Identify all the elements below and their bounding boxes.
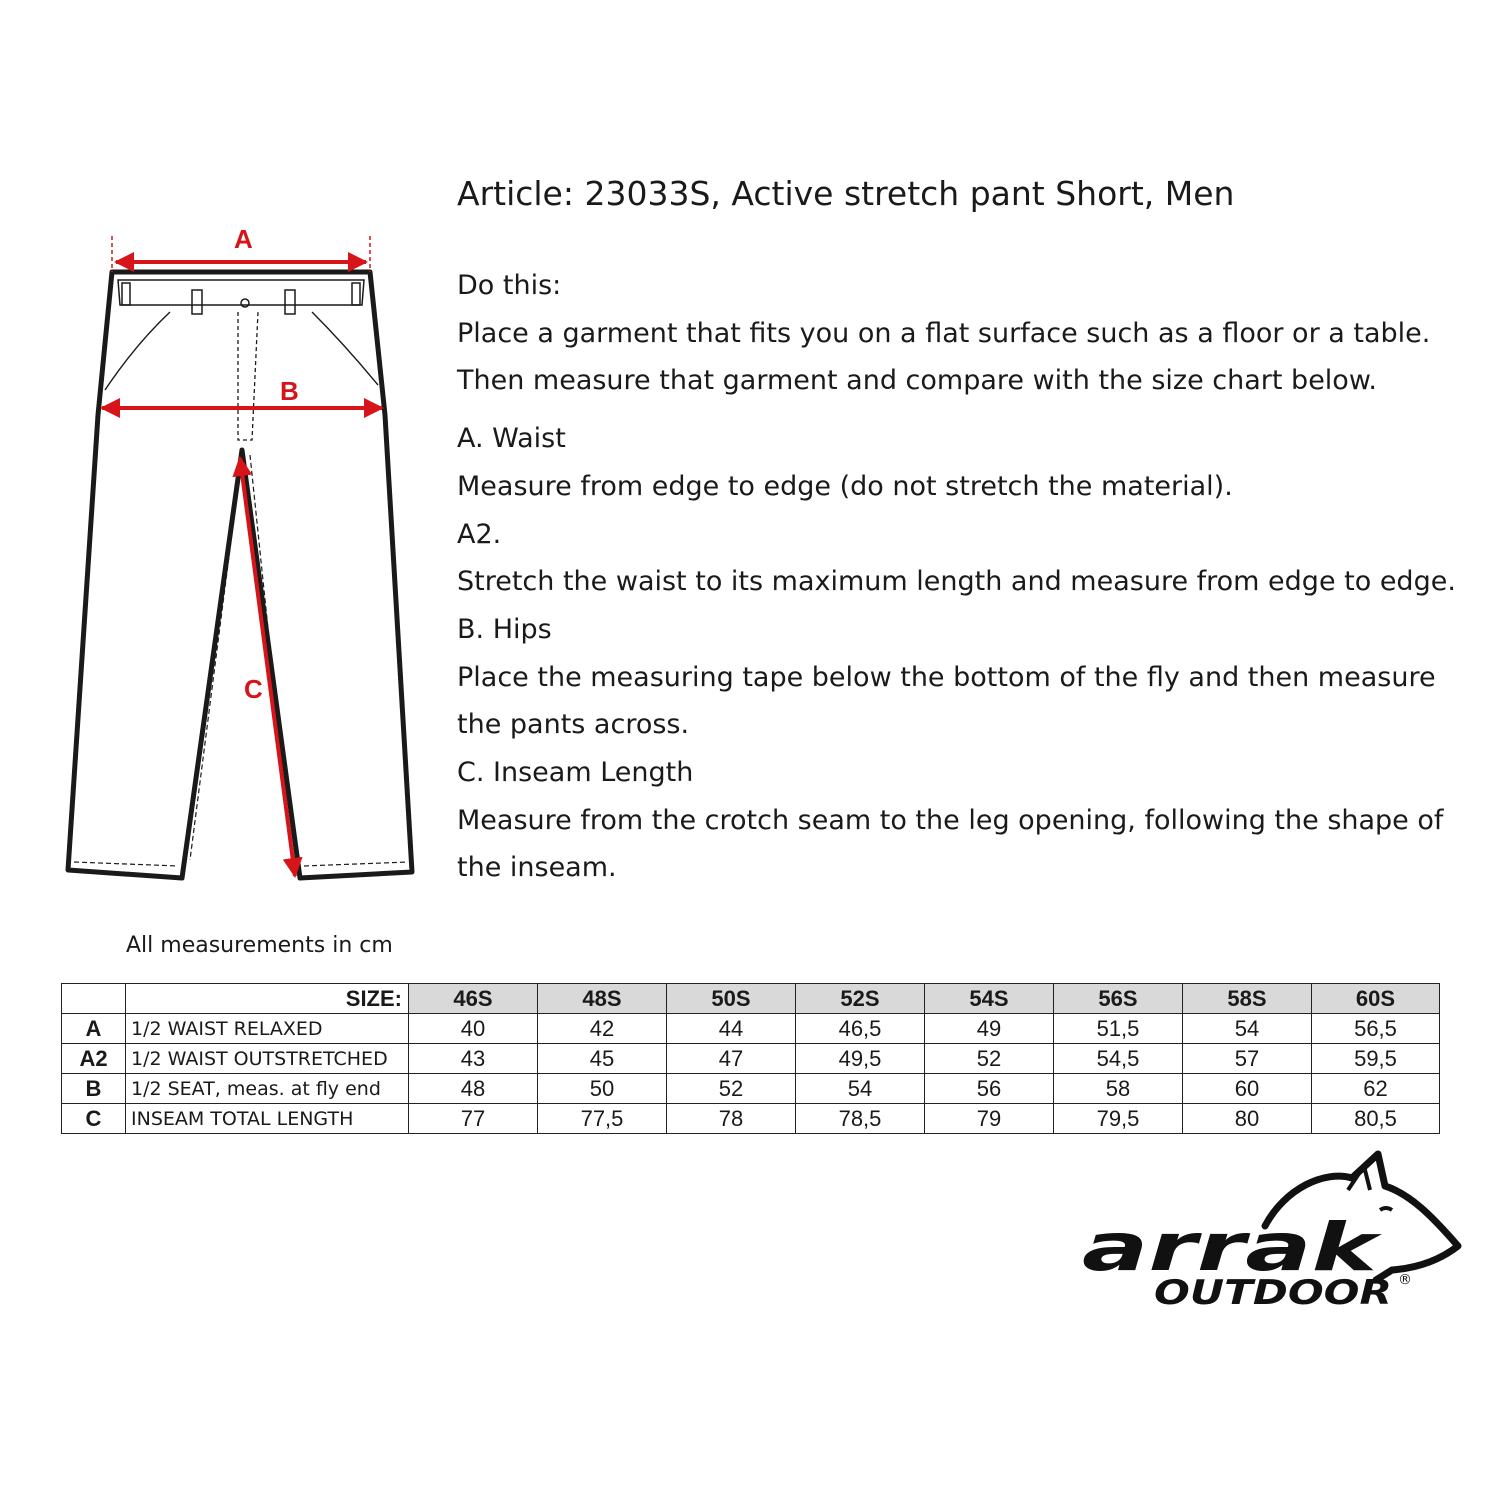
table-cell: 77 [409, 1104, 538, 1134]
pants-measurement-diagram [55, 225, 425, 885]
logo-sub: OUTDOOR [1154, 1273, 1392, 1313]
row-label: INSEAM TOTAL LENGTH [126, 1104, 409, 1134]
table-cell: 79,5 [1054, 1104, 1183, 1134]
size-chart-table [61, 983, 1440, 1134]
arrak-outdoor-logo [1080, 1148, 1470, 1313]
hips-text: Place the measuring tape below the bottom of the fly and then measure the pants across. [457, 661, 1436, 741]
table-cell: 52 [667, 1074, 796, 1104]
table-cell: 49 [925, 1014, 1054, 1044]
instructions-line-2: Then measure that garment and compare with the size chart below. [457, 365, 1378, 397]
waist-text: Measure from edge to edge (do not stretch the material). [457, 470, 1233, 502]
waist-stretched-heading: A2. [457, 518, 502, 550]
size-header: 56S [1054, 984, 1183, 1014]
size-header: 48S [538, 984, 667, 1014]
table-row [62, 1014, 1440, 1044]
measurement-arrows [102, 236, 382, 876]
table-cell: 43 [409, 1044, 538, 1074]
table-cell: 59,5 [1312, 1044, 1440, 1074]
size-header-row [62, 984, 1440, 1014]
waist-stretched-text: Stretch the waist to its maximum length and measure from edge to edge. [457, 566, 1456, 598]
table-cell: 77,5 [538, 1104, 667, 1134]
row-code: C [62, 1104, 126, 1134]
table-cell: 45 [538, 1044, 667, 1074]
table-cell: 40 [409, 1014, 538, 1044]
table-cell: 78,5 [796, 1104, 925, 1134]
inseam-text: Measure from the crotch seam to the leg opening, following the shape of the inseam. [457, 804, 1444, 884]
table-cell: 54 [1183, 1014, 1312, 1044]
size-header: 54S [925, 984, 1054, 1014]
instructions-heading: Do this: [457, 270, 562, 301]
size-label: SIZE: [126, 984, 409, 1014]
label-b: B [280, 376, 299, 406]
row-code: A2 [62, 1044, 126, 1074]
row-code: A [62, 1014, 126, 1044]
table-cell: 78 [667, 1104, 796, 1134]
table-cell: 47 [667, 1044, 796, 1074]
table-cell: 57 [1183, 1044, 1312, 1074]
size-header: 52S [796, 984, 925, 1014]
instructions-line-1: Place a garment that fits you on a flat surface such as a floor or a table. [457, 317, 1431, 349]
label-c: C [244, 674, 263, 704]
table-cell: 49,5 [796, 1044, 925, 1074]
table-cell: 48 [409, 1074, 538, 1104]
inseam-heading: C. Inseam Length [457, 757, 694, 789]
waist-heading: A. Waist [457, 423, 566, 455]
unit-note: All measurements in cm [126, 933, 393, 958]
article-title: Article: 23033S, Active stretch pant Short, Men [457, 174, 1235, 213]
measuring-instructions [457, 262, 1467, 892]
pants-outline [68, 272, 412, 878]
table-row [62, 1044, 1440, 1074]
inseam-arrow [240, 458, 295, 876]
row-code: B [62, 1074, 126, 1104]
table-cell: 79 [925, 1104, 1054, 1134]
table-cell: 51,5 [1054, 1014, 1183, 1044]
corner-cell [62, 984, 126, 1014]
table-cell: 62 [1312, 1074, 1440, 1104]
table-cell: 52 [925, 1044, 1054, 1074]
table-cell: 46,5 [796, 1014, 925, 1044]
table-cell: 44 [667, 1014, 796, 1044]
row-label: 1/2 SEAT, meas. at fly end [126, 1074, 409, 1104]
table-cell: 56 [925, 1074, 1054, 1104]
size-header: 46S [409, 984, 538, 1014]
table-row [62, 1074, 1440, 1104]
table-cell: 80,5 [1312, 1104, 1440, 1134]
label-a: A [234, 225, 253, 254]
row-label: 1/2 WAIST RELAXED [126, 1014, 409, 1044]
table-cell: 54 [796, 1074, 925, 1104]
logo-brand: arrak [1082, 1209, 1384, 1286]
table-cell: 56,5 [1312, 1014, 1440, 1044]
table-cell: 54,5 [1054, 1044, 1183, 1074]
registered-mark: ® [1398, 1272, 1412, 1288]
table-cell: 42 [538, 1014, 667, 1044]
hips-heading: B. Hips [457, 613, 552, 645]
size-header: 60S [1312, 984, 1440, 1014]
size-header: 58S [1183, 984, 1312, 1014]
table-cell: 80 [1183, 1104, 1312, 1134]
row-label: 1/2 WAIST OUTSTRETCHED [126, 1044, 409, 1074]
size-header: 50S [667, 984, 796, 1014]
table-cell: 50 [538, 1074, 667, 1104]
table-row [62, 1104, 1440, 1134]
table-cell: 58 [1054, 1074, 1183, 1104]
table-cell: 60 [1183, 1074, 1312, 1104]
